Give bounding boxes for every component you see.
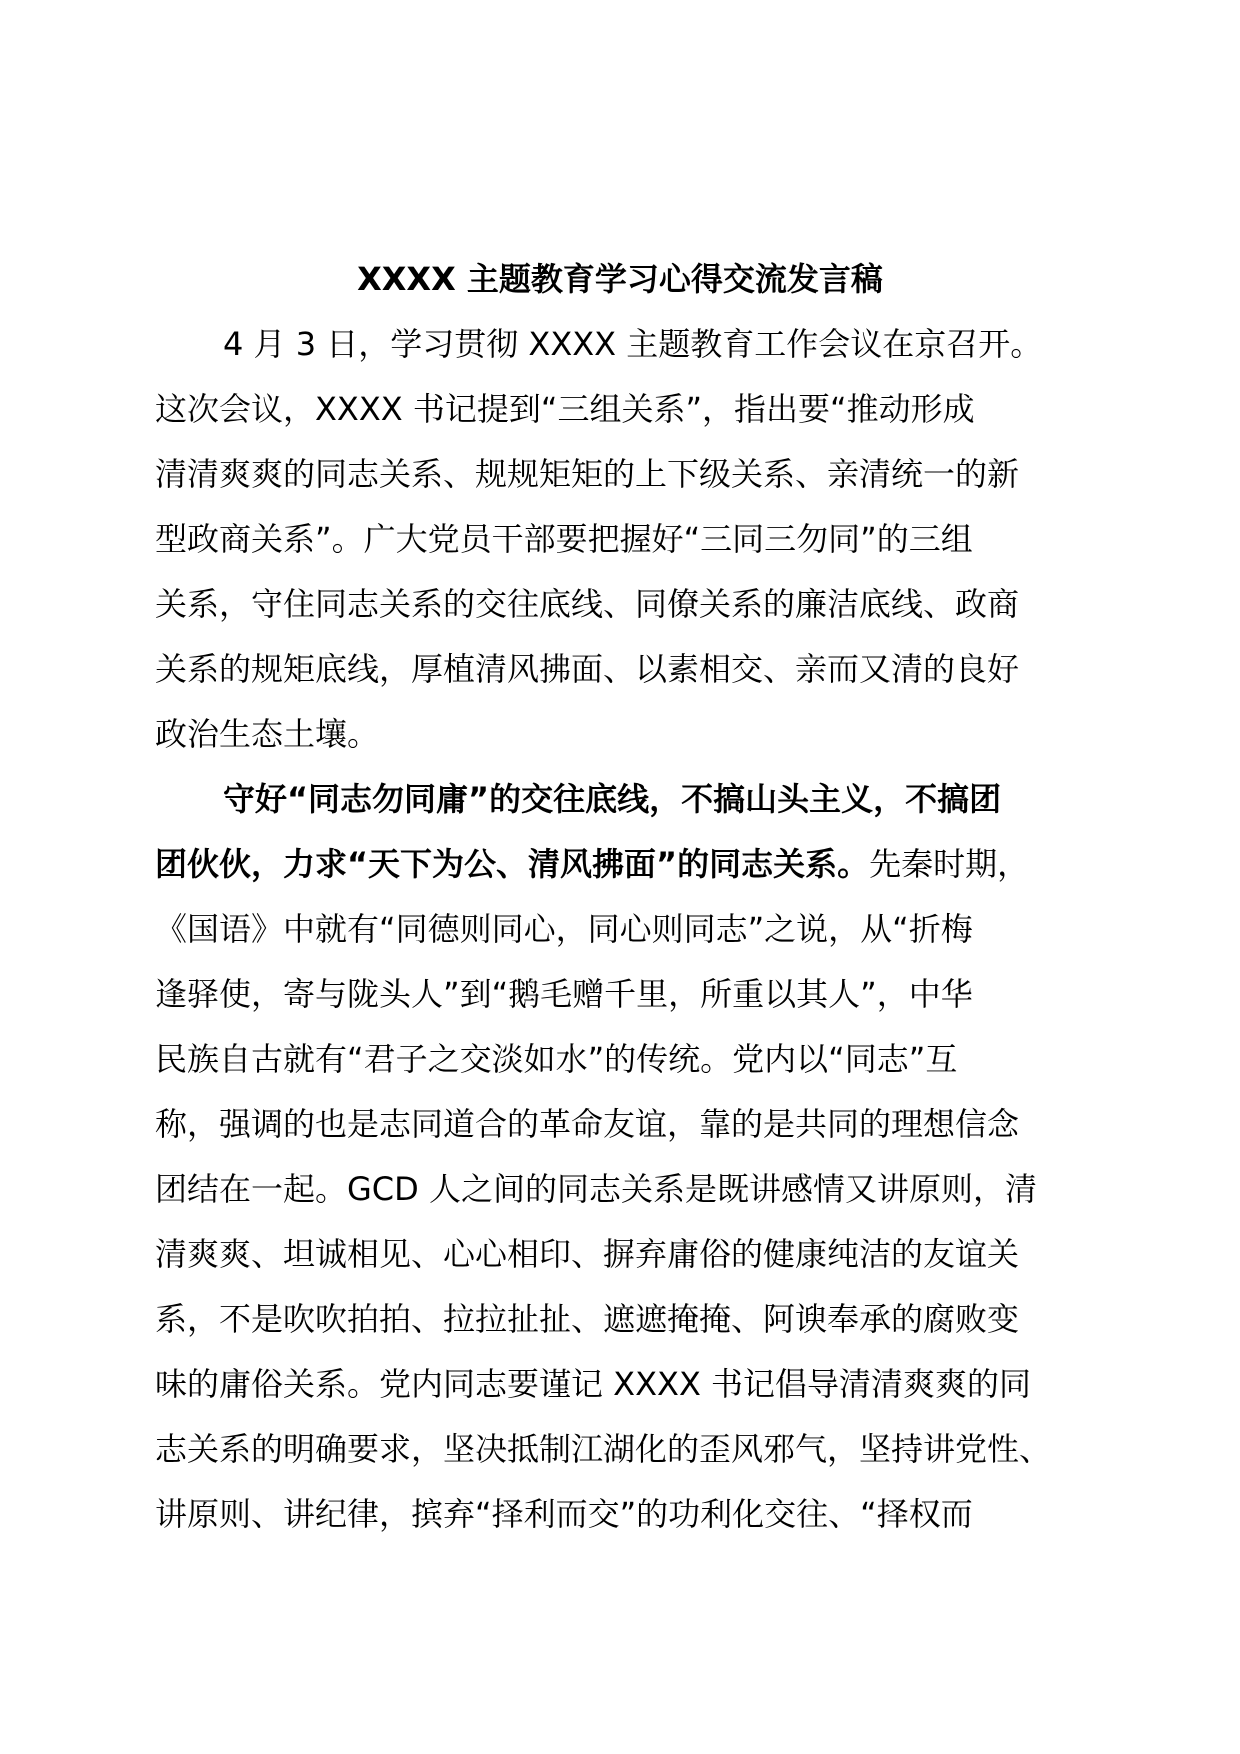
document-title: XXXX 主题教育学习心得交流发言稿 [357,260,883,298]
text-line: 关系，守住同志关系的交往底线、同僚关系的廉洁底线、政商 [155,585,1020,623]
text-line: 《国语》中就有“同德则同心，同心则同志”之说，从“折梅 [155,910,973,948]
text-line: 4 月 3 日，学习贯彻 XXXX 主题教育工作会议在京召开。 [223,325,1043,363]
bold-heading-line: 团伙伙，力求“天下为公、清风拂面”的同志关系。 [155,845,870,883]
text-line: 关系的规矩底线，厚植清风拂面、以素相交、亲而又清的良好 [155,650,1020,688]
text-line-mixed [155,832,1090,897]
text-segment: 先秦时期， [869,845,1030,883]
text-line: 清清爽爽的同志关系、规规矩矩的上下级关系、亲清统一的新 [155,455,1020,493]
text-line: 称，强调的也是志同道合的革命友谊，靠的是共同的理想信念 [155,1105,1020,1143]
text-line: 团结在一起。GCD 人之间的同志关系是既讲感情又讲原则，清 [155,1170,1037,1208]
text-line: 这次会议，XXXX 书记提到“三组关系”，指出要“推动形成 [155,390,975,428]
text-line: 讲原则、讲纪律，摈弃“择利而交”的功利化交往、“择权而 [155,1495,973,1533]
text-line: 清爽爽、坦诚相见、心心相印、摒弃庸俗的健康纯洁的友谊关 [155,1235,1020,1273]
text-line: 政治生态土壤。 [155,715,380,753]
paragraph-intro [155,312,1090,767]
text-line: 系，不是吹吹拍拍、拉拉扯扯、遮遮掩掩、阿谀奉承的腐败变 [155,1300,1020,1338]
text-line: 型政商关系”。广大党员干部要把握好“三同三勿同”的三组 [155,520,973,558]
text-line: 味的庸俗关系。党内同志要谨记 XXXX 书记倡导清清爽爽的同 [155,1365,1032,1403]
bold-heading-line: 守好“同志勿同庸”的交往底线，不搞山头主义，不搞团 [223,780,1002,818]
text-line: 民族自古就有“君子之交淡如水”的传统。党内以“同志”互 [155,1040,958,1078]
text-line: 志关系的明确要求，坚决抵制江湖化的歪风邪气，坚持讲党性、 [155,1430,1052,1468]
paragraph-comrade-relations [155,767,1090,1547]
text-line: 逢驿使，寄与陇头人”到“鹅毛赠千里，所重以其人”，中华 [155,975,973,1013]
